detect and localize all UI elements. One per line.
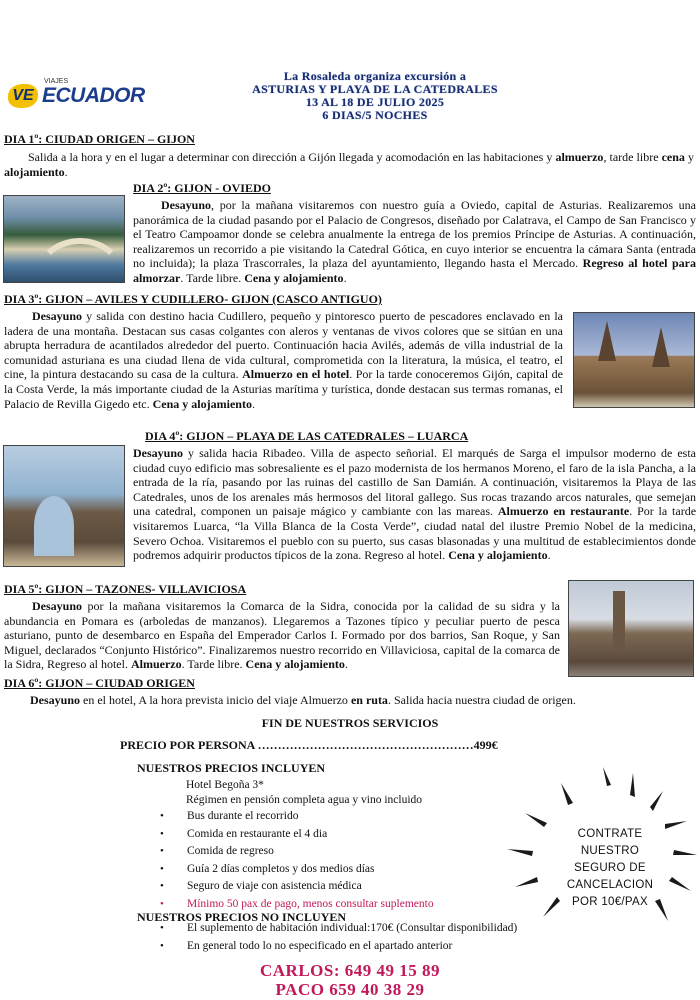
list-item-minimum: • Mínimo 50 pax de pago, menos consultar suplemento: [160, 896, 500, 914]
logo-name: ECUADOR: [42, 84, 145, 107]
day-4-heading: DIA 4º: GIJON – PLAYA DE LAS CATEDRALES – LUARCA: [145, 429, 469, 443]
bullet-icon: •: [160, 939, 164, 952]
offer-line: NUESTRO: [580, 845, 640, 857]
title-line-1: La Rosaleda organiza excursión a: [283, 69, 467, 83]
beach-arch-photo: [3, 445, 125, 567]
title-line-2: ASTURIAS Y PLAYA DE LA CATEDRALES: [252, 82, 498, 96]
includes-heading: NUESTROS PRECIOS INCLUYEN: [137, 761, 326, 775]
day-1-text: Salida a la hora y en el lugar a determinar con dirección a Gijón llegada y acomodación en las habitaciones y almuerzo, tarde libre cena y alojamiento.: [4, 150, 695, 179]
day-6-text: Desayuno en el hotel, A la hora prevista inicio del viaje Almuerzo en ruta. Salida hacia nuestra ciudad de origen.: [30, 693, 576, 707]
day-4-text: Desayuno y salida hacia Ribadeo. Villa de aspecto señorial. El marqués de Sarga el impulsor moderno de esta ciudad cuyo edificio mas sobresaliente es el pazo modernista de los hermanos Moreno, el faro de la isla Pancha, a la entrada de la ría, pasando por las ruinas del castillo de San Damián. A continuación, visitaremos la Playa de las Catedrales, unos de los arenales más hermosos del litoral gallego. Sus rocas trazando arcos naturales, que semejan una catedral, componen un paisaje mágico y cambiante con las mareas. Almuerzo en restaurante. Por la tarde visitaremos Luarca, “la Villa Blanca de la Costa Verde”, ciudad natal del ilustre Premio Nobel de la medicina, Severo Ochoa. Visitaremos el pueblo con su puerto, sus casas blasonadas y una multitud de establecimientos donde podremos adquirir productos típicos de la zona. Regreso al hotel. Cena y alojamiento.: [133, 446, 697, 563]
board-regime: Régimen en pensión completa agua y vino incluido: [186, 794, 423, 806]
bullet-icon: •: [160, 845, 164, 857]
offer-line: SEGURO DE: [574, 862, 646, 874]
bullet-icon: •: [160, 827, 164, 840]
title-line-3: 13 AL 18 DE JULIO 2025: [305, 95, 445, 109]
not-includes-heading: NUESTROS PRECIOS NO INCLUYEN: [137, 910, 347, 924]
cathedral-photo: [573, 312, 695, 408]
list-item: • Comida de regreso: [160, 843, 500, 861]
end-of-services: FIN DE NUESTROS SERVICIOS: [261, 716, 439, 730]
hotel-name: Hotel Begoña 3*: [186, 779, 264, 791]
list-item: • El suplemento de habitación individual:170€ (Consultar disponibilidad): [160, 920, 560, 938]
day-3-heading: DIA 3º: GIJON – AVILES Y CUDILLERO- GIJON (CASCO ANTIGUO): [4, 292, 382, 306]
title-line-4: 6 DIAS/5 NOCHES: [322, 108, 428, 122]
price-per-person: PRECIO POR PERSONA ………………………………………………499€: [120, 738, 498, 752]
day-6-heading: DIA 6º: GIJON – CIUDAD ORIGEN: [4, 676, 195, 690]
list-item: • Bus durante el recorrido: [160, 808, 500, 826]
bullet-icon: •: [160, 897, 164, 910]
offer-line: POR 10€/PAX: [572, 896, 648, 908]
list-item: • En general todo lo no especificado en el apartado anterior: [160, 938, 560, 956]
logo-small-text: VIAJES: [44, 78, 69, 85]
logo-mark: VE: [8, 84, 38, 108]
coast-photo: [3, 195, 125, 283]
day-1-heading: DIA 1º: CIUDAD ORIGEN – GIJON: [4, 132, 195, 146]
bullet-icon: •: [160, 922, 164, 934]
bullet-icon: •: [160, 810, 164, 822]
bullet-icon: •: [160, 862, 164, 875]
villaviciosa-photo: [568, 580, 694, 677]
excursion-title: [175, 70, 575, 122]
list-item: • Comida en restaurante el 4 dia: [160, 826, 500, 844]
day-2-heading: DIA 2º: GIJON - OVIEDO: [133, 181, 271, 195]
includes-list: [160, 808, 500, 913]
day-5-text: Desayuno por la mañana visitaremos la Comarca de la Sidra, conocida por la calidad de su sidra y la abundancia en Pomara es (arboledas de manzanos). Llegaremos a Tazones típico y peculiar puerto de pesca asturiano, punto de desembarco en España del Emperador Carlos I. Formado por dos barrios, San Roque, y San Miguel, declarados “Conjunto Histórico”. Finalizaremos nuestro recorrido en Villaviciosa, capital de la comarca de la Sidra, Regreso al hotel. Almuerzo. Tarde libre. Cena y alojamiento.: [4, 599, 560, 672]
insurance-offer: [555, 826, 665, 911]
contact-paco: PACO 659 40 38 29: [275, 980, 425, 999]
offer-line: CONTRATE: [577, 828, 643, 840]
list-item: • Seguro de viaje con asistencia médica: [160, 878, 500, 896]
day-3-text: Desayuno y salida con destino hacia Cudillero, pequeño y pintoresco puerto de pescadores enclavado en la ladera de una montaña. Destacan sus casas colgantes con aleros y ventanas de vivos colores que se sitúan en una abrupta herradura de acantilados alrededor del puerto. Continuación hacia Avilés, además de villa industrial de la comunidad asturiana es una ciudad llena de vida cultural, comprometida con la literatura, la música, el teatro, el cine, la pintura destacando su casa de la cultura. Almuerzo en el hotel. Por la tarde conoceremos Gijón, capital de la Costa Verde, la más importante ciudad de la Asturias marítima y turística, donde destacan sus termas romanas, el Palacio de Revilla Gigedo etc. Cena y alojamiento.: [4, 309, 563, 411]
day-2-text: Desayuno, por la mañana visitaremos con nuestro guía a Oviedo, capital de Asturias. Realizaremos una panorámica de la ciudad pasando por el Palacio de Congresos, diseñado por Calatrava, el Campo de San Francisco y el Teatro Campoamor donde se celebra anualmente la entrega de los premios Príncipe de Asturias. A continuación, realizaremos un recorrido a pie visitando la Catedral Gótica, en cuyo interior se encuentra la cámara Santa (entrada no incluida); la plaza Trascorrales, la plaza del ayuntamiento, llegando hasta el Mercado. Regreso al hotel para almorzar. Tarde libre. Cena y alojamiento.: [133, 198, 697, 285]
agency-logo: [8, 78, 145, 112]
not-includes-list: [160, 920, 560, 955]
bullet-icon: •: [160, 880, 164, 892]
offer-line: CANCELACION: [566, 879, 654, 891]
contact-carlos: CARLOS: 649 49 15 89: [259, 961, 440, 980]
day-5-heading: DIA 5º: GIJON – TAZONES- VILLAVICIOSA: [4, 582, 247, 596]
list-item: • Guía 2 días completos y dos medios días: [160, 861, 500, 879]
